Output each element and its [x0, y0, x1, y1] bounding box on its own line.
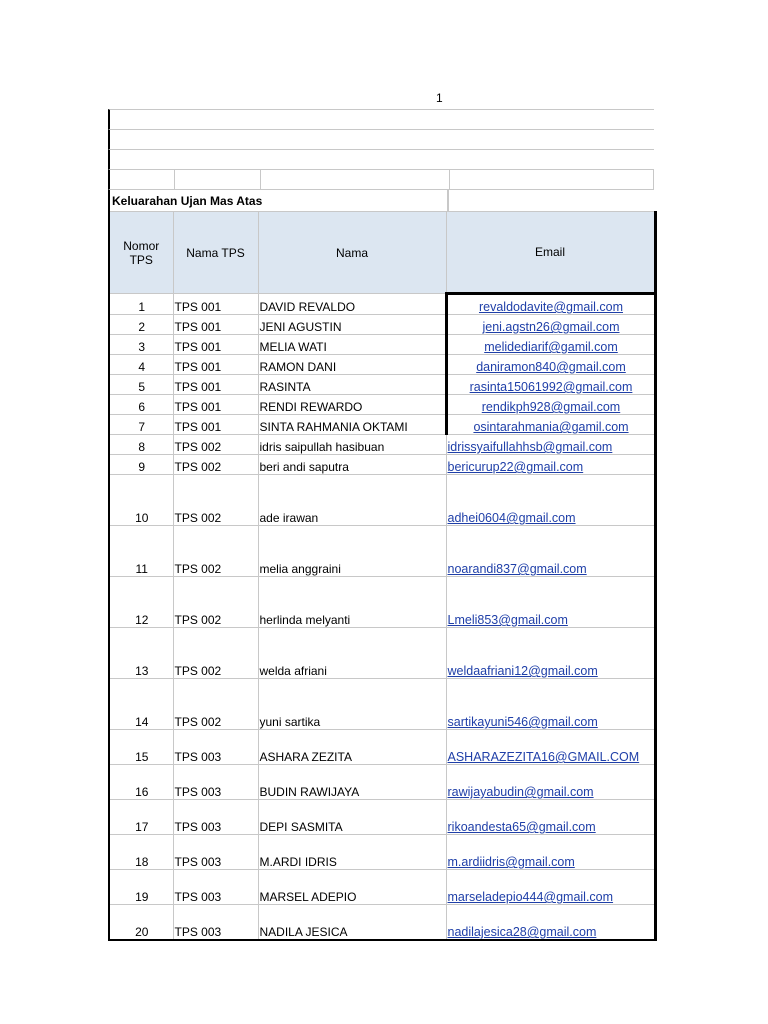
row-name: ASHARA ZEZITA: [258, 730, 446, 765]
table-row: [109, 415, 655, 435]
blank-row: [108, 169, 654, 189]
row-email[interactable]: revaldodavite@gmail.com: [446, 294, 655, 315]
row-number: 20: [109, 905, 173, 941]
row-email[interactable]: jeni.agstn26@gmail.com: [446, 315, 655, 335]
table-row: [109, 628, 655, 679]
table-row: [109, 294, 655, 315]
row-number: 18: [109, 835, 173, 870]
table-row: [109, 315, 655, 335]
row-email[interactable]: Lmeli853@gmail.com: [446, 577, 655, 628]
sheet-title-row: [108, 189, 654, 211]
row-number: 12: [109, 577, 173, 628]
row-name: SINTA RAHMANIA OKTAMI: [258, 415, 446, 435]
row-number: 2: [109, 315, 173, 335]
row-tps: TPS 001: [173, 294, 258, 315]
row-number: 11: [109, 526, 173, 577]
row-name: idris saipullah hasibuan: [258, 435, 446, 455]
row-email[interactable]: sartikayuni546@gmail.com: [446, 679, 655, 730]
row-number: 16: [109, 765, 173, 800]
table-row: [109, 835, 655, 870]
row-number: 8: [109, 435, 173, 455]
row-tps: TPS 001: [173, 355, 258, 375]
row-email[interactable]: osintarahmania@gamil.com: [446, 415, 655, 435]
row-name: M.ARDI IDRIS: [258, 835, 446, 870]
row-name: BUDIN RAWIJAYA: [258, 765, 446, 800]
row-tps: TPS 003: [173, 905, 258, 941]
row-email[interactable]: bericurup22@gmail.com: [446, 455, 655, 475]
blank-row: [108, 109, 654, 129]
row-email[interactable]: weldaafriani12@gmail.com: [446, 628, 655, 679]
sheet-title: Keluarahan Ujan Mas Atas: [112, 193, 263, 208]
row-tps: TPS 002: [173, 526, 258, 577]
row-name: beri andi saputra: [258, 455, 446, 475]
row-number: 10: [109, 475, 173, 526]
table-row: [109, 475, 655, 526]
row-email[interactable]: ASHARAZEZITA16@GMAIL.COM: [446, 730, 655, 765]
table-row: [109, 905, 655, 941]
row-name: welda afriani: [258, 628, 446, 679]
row-name: ade irawan: [258, 475, 446, 526]
voter-table: [108, 211, 657, 941]
row-number: 9: [109, 455, 173, 475]
row-email[interactable]: nadilajesica28@gmail.com: [446, 905, 655, 941]
row-email[interactable]: melidediarif@gamil.com: [446, 335, 655, 355]
row-number: 4: [109, 355, 173, 375]
table-row: [109, 455, 655, 475]
row-email[interactable]: marseladepio444@gmail.com: [446, 870, 655, 905]
table-row: [109, 355, 655, 375]
row-tps: TPS 001: [173, 335, 258, 355]
row-number: 13: [109, 628, 173, 679]
row-name: RENDI REWARDO: [258, 395, 446, 415]
row-name: melia anggraini: [258, 526, 446, 577]
table-row: [109, 375, 655, 395]
row-number: 6: [109, 395, 173, 415]
row-email[interactable]: rendikph928@gmail.com: [446, 395, 655, 415]
table-row: [109, 577, 655, 628]
row-number: 15: [109, 730, 173, 765]
table-row: [109, 800, 655, 835]
row-tps: TPS 002: [173, 435, 258, 455]
header-row: [109, 212, 655, 294]
header-nama: Nama: [258, 212, 446, 294]
header-email: Email: [446, 212, 655, 294]
row-email[interactable]: idrissyaifullahhsb@gmail.com: [446, 435, 655, 455]
row-name: RASINTA: [258, 375, 446, 395]
row-number: 3: [109, 335, 173, 355]
row-tps: TPS 002: [173, 455, 258, 475]
row-tps: TPS 003: [173, 835, 258, 870]
row-tps: TPS 003: [173, 765, 258, 800]
row-email[interactable]: rasinta15061992@gmail.com: [446, 375, 655, 395]
row-email[interactable]: m.ardiidris@gmail.com: [446, 835, 655, 870]
table-row: [109, 335, 655, 355]
row-tps: TPS 002: [173, 679, 258, 730]
row-tps: TPS 002: [173, 628, 258, 679]
row-name: NADILA JESICA: [258, 905, 446, 941]
row-tps: TPS 002: [173, 475, 258, 526]
row-number: 17: [109, 800, 173, 835]
blank-row: [108, 149, 654, 169]
row-name: DAVID REVALDO: [258, 294, 446, 315]
row-number: 1: [109, 294, 173, 315]
table-row: [109, 395, 655, 415]
row-name: herlinda melyanti: [258, 577, 446, 628]
row-name: JENI AGUSTIN: [258, 315, 446, 335]
table-row: [109, 765, 655, 800]
header-tps: Nama TPS: [173, 212, 258, 294]
row-email[interactable]: noarandi837@gmail.com: [446, 526, 655, 577]
row-email[interactable]: adhei0604@gmail.com: [446, 475, 655, 526]
row-email[interactable]: daniramon840@gmail.com: [446, 355, 655, 375]
row-number: 7: [109, 415, 173, 435]
blank-row: [108, 129, 654, 149]
row-tps: TPS 003: [173, 870, 258, 905]
row-name: MARSEL ADEPIO: [258, 870, 446, 905]
row-tps: TPS 001: [173, 315, 258, 335]
row-tps: TPS 003: [173, 800, 258, 835]
row-email[interactable]: rawijayabudin@gmail.com: [446, 765, 655, 800]
table-row: [109, 526, 655, 577]
spreadsheet: [108, 109, 654, 941]
row-tps: TPS 001: [173, 415, 258, 435]
row-number: 5: [109, 375, 173, 395]
title-empty-cell: [447, 190, 654, 211]
row-tps: TPS 003: [173, 730, 258, 765]
table-row: [109, 679, 655, 730]
row-email[interactable]: rikoandesta65@gmail.com: [446, 800, 655, 835]
header-nomor: Nomor TPS: [109, 212, 173, 294]
table-row: [109, 435, 655, 455]
page-number: 1: [436, 91, 443, 105]
table-row: [109, 870, 655, 905]
row-name: MELIA WATI: [258, 335, 446, 355]
row-name: DEPI SASMITA: [258, 800, 446, 835]
row-number: 19: [109, 870, 173, 905]
row-name: yuni sartika: [258, 679, 446, 730]
row-number: 14: [109, 679, 173, 730]
table-row: [109, 730, 655, 765]
row-tps: TPS 001: [173, 375, 258, 395]
row-tps: TPS 002: [173, 577, 258, 628]
row-tps: TPS 001: [173, 395, 258, 415]
row-name: RAMON DANI: [258, 355, 446, 375]
